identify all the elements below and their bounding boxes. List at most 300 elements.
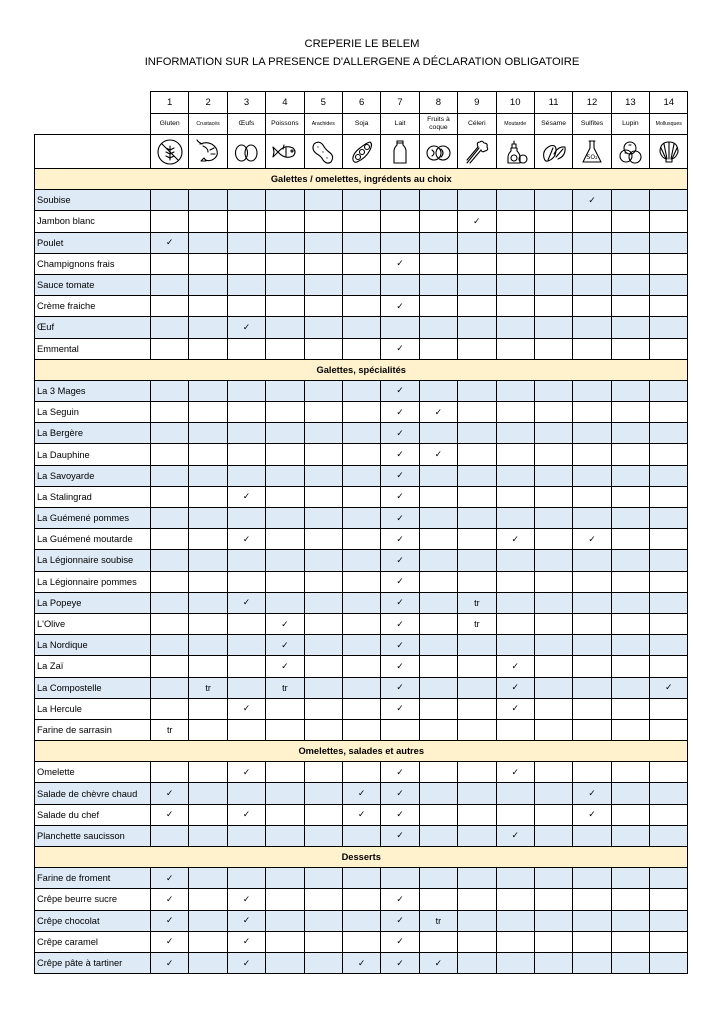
wheat-crossed-icon	[156, 138, 184, 166]
allergen-cell	[266, 465, 304, 486]
fish-icon	[271, 138, 299, 166]
allergen-cell	[381, 274, 419, 295]
allergen-cell	[266, 444, 304, 465]
allergen-cell	[151, 592, 189, 613]
allergen-cell	[266, 571, 304, 592]
allergen-cell	[419, 232, 457, 253]
allergen-cell: ✓	[381, 529, 419, 550]
allergen-cell	[227, 719, 265, 740]
allergen-cell	[534, 253, 572, 274]
allergen-cell	[458, 465, 496, 486]
dish-name: Crème fraiche	[35, 296, 151, 317]
allergen-cell	[189, 380, 227, 401]
allergen-cell	[458, 635, 496, 656]
allergen-cell: ✓	[381, 571, 419, 592]
allergen-cell	[227, 338, 265, 359]
allergen-cell: ✓	[381, 296, 419, 317]
allergen-cell: ✓	[342, 783, 380, 804]
allergen-cell	[573, 825, 611, 846]
allergen-cell	[496, 952, 534, 973]
allergen-cell	[419, 868, 457, 889]
allergen-icon-cell	[534, 135, 572, 169]
allergen-cell	[342, 296, 380, 317]
allergen-cell	[534, 804, 572, 825]
allergen-cell	[266, 190, 304, 211]
allergen-cell	[342, 931, 380, 952]
dish-name: Jambon blanc	[35, 211, 151, 232]
allergen-cell	[304, 804, 342, 825]
allergen-cell	[611, 635, 649, 656]
allergen-cell: ✓	[381, 486, 419, 507]
allergen-cell	[611, 380, 649, 401]
allergen-cell	[342, 338, 380, 359]
allergen-cell	[650, 190, 688, 211]
allergen-cell: ✓	[381, 762, 419, 783]
allergen-cell	[611, 931, 649, 952]
allergen-cell	[227, 656, 265, 677]
allergen-number: 14	[650, 92, 688, 114]
allergen-cell	[573, 465, 611, 486]
allergen-cell: ✓	[151, 868, 189, 889]
allergen-name: Soja	[342, 114, 380, 135]
allergen-cell	[266, 380, 304, 401]
allergen-cell	[266, 550, 304, 571]
allergen-cell	[534, 529, 572, 550]
dish-name: La Compostelle	[35, 677, 151, 698]
allergen-cell	[650, 698, 688, 719]
allergen-cell	[304, 529, 342, 550]
allergen-cell: ✓	[496, 677, 534, 698]
allergen-cell	[189, 550, 227, 571]
table-row	[35, 783, 688, 804]
allergen-cell	[650, 253, 688, 274]
allergen-cell	[266, 423, 304, 444]
allergen-cell	[650, 317, 688, 338]
allergen-cell	[266, 825, 304, 846]
allergen-cell	[342, 656, 380, 677]
allergen-cell	[458, 253, 496, 274]
allergen-cell	[227, 465, 265, 486]
allergen-cell	[419, 719, 457, 740]
allergen-cell	[496, 571, 534, 592]
allergen-cell	[534, 931, 572, 952]
allergen-cell	[419, 571, 457, 592]
allergen-cell	[650, 465, 688, 486]
allergen-cell	[227, 232, 265, 253]
allergen-cell: ✓	[381, 253, 419, 274]
allergen-name: Sésame	[534, 114, 572, 135]
allergen-cell	[419, 380, 457, 401]
dish-name: La Bergère	[35, 423, 151, 444]
allergen-cell	[611, 719, 649, 740]
dish-name: Salade de chèvre chaud	[35, 783, 151, 804]
allergen-cell	[304, 317, 342, 338]
allergen-cell	[304, 677, 342, 698]
dish-name: Œuf	[35, 317, 151, 338]
allergen-cell	[419, 635, 457, 656]
allergen-name: Moutarde	[496, 114, 534, 135]
allergen-cell	[189, 825, 227, 846]
allergen-cell	[189, 402, 227, 423]
allergen-cell	[227, 253, 265, 274]
allergen-cell	[458, 889, 496, 910]
allergen-number: 9	[458, 92, 496, 114]
allergen-cell	[458, 762, 496, 783]
allergen-cell	[650, 423, 688, 444]
allergen-cell	[189, 444, 227, 465]
allergen-cell	[573, 910, 611, 931]
allergen-cell	[189, 529, 227, 550]
allergen-cell	[342, 253, 380, 274]
allergen-cell	[266, 762, 304, 783]
allergen-cell	[419, 190, 457, 211]
allergen-cell	[227, 635, 265, 656]
allergen-cell	[189, 592, 227, 613]
allergen-cell	[534, 508, 572, 529]
allergen-cell	[534, 402, 572, 423]
allergen-cell: ✓	[227, 804, 265, 825]
allergen-cell	[534, 952, 572, 973]
dish-name: Crêpe pâte à tartiner	[35, 952, 151, 973]
icon-row-label-cell	[35, 135, 151, 169]
allergen-cell	[573, 931, 611, 952]
allergen-cell	[266, 931, 304, 952]
allergen-cell: ✓	[381, 465, 419, 486]
allergen-cell	[611, 656, 649, 677]
allergen-cell	[304, 889, 342, 910]
allergen-cell	[573, 296, 611, 317]
table-row	[35, 635, 688, 656]
allergen-name: Lupin	[611, 114, 649, 135]
allergen-cell	[573, 635, 611, 656]
allergen-cell	[342, 910, 380, 931]
dish-name: La Guémené moutarde	[35, 529, 151, 550]
allergen-cell	[573, 613, 611, 634]
allergen-cell	[227, 825, 265, 846]
allergen-cell	[534, 825, 572, 846]
allergen-cell: tr	[151, 719, 189, 740]
allergen-cell: ✓	[381, 402, 419, 423]
allergen-cell	[573, 550, 611, 571]
allergen-cell	[419, 889, 457, 910]
allergen-cell: ✓	[227, 317, 265, 338]
table-row	[35, 550, 688, 571]
allergen-cell	[304, 274, 342, 295]
allergen-cell	[534, 889, 572, 910]
dish-name: La Nordique	[35, 635, 151, 656]
allergen-number: 10	[496, 92, 534, 114]
allergen-cell	[458, 571, 496, 592]
allergen-cell	[496, 296, 534, 317]
allergen-cell	[304, 698, 342, 719]
table-row	[35, 592, 688, 613]
allergen-cell	[304, 825, 342, 846]
allergen-cell	[496, 253, 534, 274]
allergen-cell	[534, 317, 572, 338]
allergen-cell	[573, 211, 611, 232]
allergen-cell	[611, 211, 649, 232]
allergen-cell	[611, 677, 649, 698]
allergen-cell	[611, 402, 649, 423]
dish-name: La Hercule	[35, 698, 151, 719]
table-row	[35, 952, 688, 973]
allergen-cell	[419, 211, 457, 232]
nuts-icon	[424, 138, 452, 166]
allergen-cell	[534, 190, 572, 211]
allergen-cell	[304, 508, 342, 529]
allergen-cell	[650, 274, 688, 295]
allergen-cell	[227, 423, 265, 444]
allergen-cell	[611, 889, 649, 910]
allergen-cell	[611, 465, 649, 486]
allergen-cell	[419, 804, 457, 825]
allergen-cell	[611, 274, 649, 295]
allergen-cell	[650, 868, 688, 889]
table-row	[35, 211, 688, 232]
allergen-cell	[650, 783, 688, 804]
allergen-cell	[534, 719, 572, 740]
dish-name: La Stalingrad	[35, 486, 151, 507]
allergen-cell	[342, 889, 380, 910]
allergen-cell	[458, 804, 496, 825]
restaurant-title: CREPERIE LE BELEM	[304, 38, 420, 50]
allergen-name: Mollusques	[650, 114, 688, 135]
allergen-cell	[266, 402, 304, 423]
dish-name: Farine de sarrasin	[35, 719, 151, 740]
allergen-name: Gluten	[151, 114, 189, 135]
allergen-cell	[189, 931, 227, 952]
allergen-cell	[189, 656, 227, 677]
allergen-cell	[496, 274, 534, 295]
allergen-cell	[534, 868, 572, 889]
allergen-icon-cell	[496, 135, 534, 169]
allergen-cell	[342, 444, 380, 465]
allergen-cell	[304, 762, 342, 783]
allergen-cell	[573, 444, 611, 465]
allergen-cell	[496, 444, 534, 465]
allergen-cell	[419, 296, 457, 317]
dish-name: La Dauphine	[35, 444, 151, 465]
milk-bottle-icon	[386, 138, 414, 166]
allergen-cell	[611, 571, 649, 592]
allergen-cell	[611, 910, 649, 931]
allergen-icon-cell	[342, 135, 380, 169]
allergen-cell: ✓	[381, 592, 419, 613]
eggs-icon	[232, 138, 260, 166]
allergen-cell: ✓	[496, 656, 534, 677]
empty-corner	[35, 92, 151, 114]
allergen-cell	[151, 402, 189, 423]
allergen-name-row	[35, 114, 688, 135]
allergen-icon-cell	[266, 135, 304, 169]
allergen-cell	[189, 253, 227, 274]
allergen-cell: ✓	[227, 910, 265, 931]
allergen-cell	[496, 486, 534, 507]
dish-name: La Guémené pommes	[35, 508, 151, 529]
allergen-cell	[304, 296, 342, 317]
allergen-cell: tr	[189, 677, 227, 698]
allergen-cell	[151, 635, 189, 656]
allergen-cell	[611, 868, 649, 889]
soy-pod-icon	[348, 138, 376, 166]
allergen-cell	[650, 889, 688, 910]
allergen-cell	[573, 380, 611, 401]
allergen-icon-cell	[611, 135, 649, 169]
allergen-cell	[573, 952, 611, 973]
allergen-cell	[151, 825, 189, 846]
allergen-cell	[611, 423, 649, 444]
allergen-cell	[534, 550, 572, 571]
allergen-cell	[496, 868, 534, 889]
allergen-cell: ✓	[266, 613, 304, 634]
allergen-name: Fruits à coque	[419, 114, 457, 135]
allergen-cell	[151, 529, 189, 550]
allergen-number: 12	[573, 92, 611, 114]
dish-name: Farine de froment	[35, 868, 151, 889]
allergen-number: 8	[419, 92, 457, 114]
allergen-cell	[458, 402, 496, 423]
allergen-cell	[304, 952, 342, 973]
allergen-cell	[419, 338, 457, 359]
allergen-cell	[151, 550, 189, 571]
dish-name: Crêpe chocolat	[35, 910, 151, 931]
allergen-cell	[342, 486, 380, 507]
allergen-cell	[458, 274, 496, 295]
allergen-cell	[458, 444, 496, 465]
lupin-icon	[616, 138, 644, 166]
allergen-cell: tr	[458, 592, 496, 613]
allergen-cell	[650, 613, 688, 634]
document-subtitle: INFORMATION SUR LA PRESENCE D'ALLERGENE A DÉCLARATION OBLIGATOIRE	[144, 56, 580, 68]
dish-name: La Savoyarde	[35, 465, 151, 486]
allergen-cell	[189, 232, 227, 253]
allergen-cell	[419, 613, 457, 634]
allergen-cell: ✓	[151, 783, 189, 804]
allergen-cell	[227, 444, 265, 465]
allergen-cell	[419, 508, 457, 529]
allergen-cell	[573, 889, 611, 910]
allergen-cell: ✓	[381, 550, 419, 571]
allergen-cell	[419, 592, 457, 613]
allergen-cell	[650, 486, 688, 507]
allergen-cell	[458, 910, 496, 931]
allergen-name: Sulfites	[573, 114, 611, 135]
allergen-cell: ✓	[151, 804, 189, 825]
allergen-cell	[458, 719, 496, 740]
allergen-cell	[650, 380, 688, 401]
allergen-number: 13	[611, 92, 649, 114]
dish-name: La Popeye	[35, 592, 151, 613]
allergen-cell	[189, 465, 227, 486]
allergen-cell	[611, 338, 649, 359]
allergen-cell	[496, 380, 534, 401]
allergen-cell	[573, 868, 611, 889]
allergen-cell: ✓	[151, 931, 189, 952]
allergen-cell	[458, 825, 496, 846]
table-row	[35, 465, 688, 486]
allergen-cell	[266, 592, 304, 613]
allergen-cell	[496, 910, 534, 931]
allergen-cell	[342, 317, 380, 338]
allergen-cell	[496, 550, 534, 571]
allergen-cell	[227, 571, 265, 592]
allergen-cell	[458, 296, 496, 317]
allergen-cell	[342, 529, 380, 550]
allergen-cell: ✓	[419, 402, 457, 423]
allergen-cell	[151, 444, 189, 465]
allergen-cell	[151, 296, 189, 317]
allergen-cell: ✓	[151, 889, 189, 910]
table-row	[35, 825, 688, 846]
allergen-cell	[381, 211, 419, 232]
allergen-cell	[419, 677, 457, 698]
section-title: Desserts	[35, 847, 688, 868]
allergen-cell	[650, 529, 688, 550]
allergen-cell	[189, 486, 227, 507]
allergen-cell	[534, 486, 572, 507]
allergen-cell	[419, 550, 457, 571]
allergen-cell	[573, 338, 611, 359]
section-title: Galettes / omelettes, ingrédents au choix	[35, 169, 688, 190]
allergen-cell	[381, 719, 419, 740]
dish-name: La Légionnaire soubise	[35, 550, 151, 571]
table-row	[35, 296, 688, 317]
allergen-cell	[304, 719, 342, 740]
allergen-icon-cell	[458, 135, 496, 169]
allergen-cell	[342, 232, 380, 253]
allergen-cell	[573, 274, 611, 295]
allergen-cell	[304, 571, 342, 592]
allergen-cell	[496, 465, 534, 486]
allergen-cell	[419, 486, 457, 507]
allergen-cell: ✓	[573, 783, 611, 804]
allergen-cell: ✓	[381, 635, 419, 656]
allergen-cell	[534, 613, 572, 634]
allergen-cell	[189, 317, 227, 338]
allergen-cell	[189, 274, 227, 295]
allergen-cell	[342, 211, 380, 232]
allergen-cell	[304, 486, 342, 507]
allergen-cell	[573, 423, 611, 444]
allergen-cell	[342, 550, 380, 571]
allergen-cell	[151, 613, 189, 634]
allergen-cell	[342, 190, 380, 211]
allergen-cell	[304, 253, 342, 274]
allergen-cell	[151, 486, 189, 507]
allergen-cell	[342, 698, 380, 719]
allergen-cell	[151, 274, 189, 295]
allergen-cell	[189, 571, 227, 592]
allergen-cell	[151, 508, 189, 529]
allergen-cell	[573, 486, 611, 507]
allergen-cell: ✓	[227, 486, 265, 507]
allergen-cell	[304, 211, 342, 232]
allergen-cell: ✓	[381, 656, 419, 677]
allergen-cell	[342, 274, 380, 295]
table-row	[35, 762, 688, 783]
allergen-cell	[342, 465, 380, 486]
sesame-icon	[540, 138, 568, 166]
allergen-cell: ✓	[419, 952, 457, 973]
allergen-cell	[650, 232, 688, 253]
allergen-cell	[650, 211, 688, 232]
table-row	[35, 910, 688, 931]
allergen-cell	[496, 931, 534, 952]
allergen-number: 7	[381, 92, 419, 114]
allergen-cell	[266, 508, 304, 529]
allergen-cell	[650, 402, 688, 423]
allergen-cell	[611, 317, 649, 338]
